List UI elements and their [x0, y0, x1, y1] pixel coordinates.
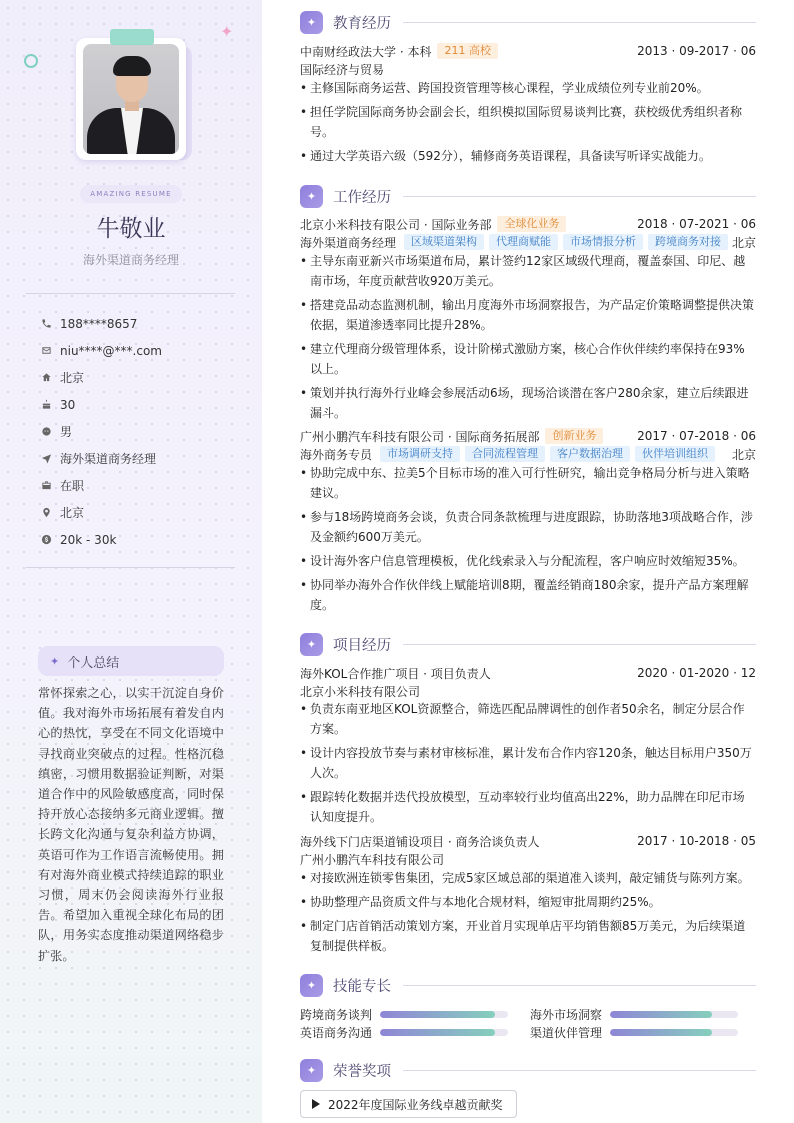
project-name: 海外KOL合作推广项目 · 项目负责人 [300, 666, 491, 681]
contact-email [40, 337, 162, 364]
project-bullets [300, 868, 756, 956]
skill-item [530, 1023, 738, 1041]
job-tag: 区域渠道架构 [404, 234, 484, 250]
job-role: 海外渠道商务经理 [300, 235, 397, 250]
job-tag: 合同流程管理 [465, 446, 545, 462]
resume-tagline: AMAZING RESUME [80, 185, 182, 203]
section-divider [403, 644, 756, 645]
avatar-photo [83, 44, 179, 154]
list-item: • 建立代理商分级管理体系，设计阶梯式激励方案，核心合作伙伴续约率保持在93%以上。 [300, 339, 756, 379]
project-company-row [300, 682, 756, 700]
job-tag: 代理商赋能 [489, 234, 558, 250]
job-badge: 创新业务 [545, 428, 603, 444]
job-badge: 全球化业务 [497, 216, 566, 232]
award-name: 2022年度国际业务线卓越贡献奖 [328, 1097, 503, 1112]
project-company-row [300, 850, 756, 868]
section-divider [403, 985, 756, 986]
play-icon [312, 1099, 320, 1109]
list-item: • 负责东南亚地区KOL资源整合，筛选匹配品牌调性的创作者50余名，制定分层合作方案。 [300, 699, 756, 739]
sidebar [0, 0, 262, 1123]
decor-ring [24, 54, 38, 68]
section-title: 技能专长 [333, 978, 391, 995]
list-item: • 主修国际商务运营、跨国投资管理等核心课程，学业成绩位列专业前20%。 [300, 78, 756, 98]
job-company: 北京小米科技有限公司 · 国际业务部 [300, 217, 492, 232]
job-tag: 市场情报分析 [563, 234, 643, 250]
skill-item [530, 1005, 738, 1023]
sparkle-icon: ✦ [50, 654, 60, 668]
summary-title: 个人总结 [67, 655, 120, 671]
skill-name: 英语商务沟通 [300, 1025, 373, 1040]
divider [26, 293, 235, 294]
education-bullets [300, 78, 756, 166]
job-tag: 市场调研支持 [380, 446, 460, 462]
section-skills-header [300, 973, 756, 997]
contact-salary [40, 526, 162, 553]
contact-location-value: 北京 [60, 506, 85, 520]
skill-name: 渠道伙伴管理 [530, 1025, 603, 1040]
send-icon [40, 453, 52, 465]
project-company: 北京小米科技有限公司 [300, 684, 421, 699]
section-title: 项目经历 [333, 637, 391, 654]
mail-icon [40, 345, 52, 357]
section-awards-header [300, 1058, 756, 1082]
photo-tape [110, 29, 154, 45]
contact-salary-value: 20k - 30k [60, 532, 117, 547]
project-row [300, 664, 756, 682]
project-date: 2020 · 01-2020 · 12 [637, 666, 756, 680]
project-bullets [300, 699, 756, 827]
section-divider [403, 22, 756, 23]
skill-item [300, 1023, 508, 1041]
job-company: 广州小鹏汽车科技有限公司 · 国际商务拓展部 [300, 429, 540, 444]
skill-bar-fill [610, 1029, 712, 1036]
cake-icon [40, 399, 52, 411]
list-item: • 跟踪转化数据并迭代投放模型，互动率较行业均值高出22%，助力品牌在印尼市场认知度提升。 [300, 787, 756, 827]
job-role-row [300, 233, 756, 251]
contact-age-value: 30 [60, 397, 76, 412]
home-icon [40, 372, 52, 384]
sparkle-icon: ✦ [220, 22, 234, 41]
contact-location [40, 499, 162, 526]
skill-bar [610, 1029, 738, 1036]
list-item: • 策划并执行海外行业峰会参展活动6场，现场洽谈潜在客户280余家，建立后续跟进漏斗。 [300, 383, 756, 423]
project-company: 广州小鹏汽车科技有限公司 [300, 852, 445, 867]
skill-name: 海外市场洞察 [530, 1007, 603, 1022]
contact-email-value: niu****@***.com [60, 343, 162, 358]
contact-status-value: 在职 [60, 479, 85, 493]
gender-icon [40, 426, 52, 438]
award-item [300, 1090, 517, 1118]
contact-gender-value: 男 [60, 425, 73, 439]
list-item: • 参与18场跨境商务会谈，负责合同条款梳理与进度跟踪，协助落地3项战略合作，涉及金额约600万美元。 [300, 507, 756, 547]
project-row [300, 832, 756, 850]
project-date: 2017 · 10-2018 · 05 [637, 834, 756, 848]
job-tag: 跨境商务对接 [648, 234, 728, 250]
section-title: 工作经历 [333, 189, 391, 206]
list-item: • 协同举办海外合作伙伴线上赋能培训8期，覆盖经销商180余家，提升产品方案理解度。 [300, 575, 756, 615]
contact-target-job-value: 海外渠道商务经理 [60, 452, 157, 466]
job-company-row [300, 427, 756, 445]
list-item: • 设计海外客户信息管理模板，优化线索录入与分配流程，客户响应时效缩短35%。 [300, 551, 756, 571]
job-company-row [300, 215, 756, 233]
job-date: 2018 · 07-2021 · 06 [637, 217, 756, 231]
contact-age [40, 391, 162, 418]
sparkle-icon: ✦ [300, 11, 323, 34]
education-date: 2013 · 09-2017 · 06 [637, 44, 756, 58]
job-bullets [300, 251, 756, 423]
list-item: • 主导东南亚新兴市场渠道布局，累计签约12家区域级代理商，覆盖泰国、印尼、越南市场，年度贡献营收920万美元。 [300, 251, 756, 291]
candidate-name: 牛敬业 [96, 216, 166, 242]
section-divider [403, 1070, 756, 1071]
job-city: 北京 [731, 447, 756, 462]
contact-status [40, 472, 162, 499]
contact-gender [40, 418, 162, 445]
section-title: 教育经历 [333, 15, 391, 32]
job-bullets [300, 463, 756, 615]
skill-bar [380, 1029, 508, 1036]
contact-home [40, 364, 162, 391]
candidate-job-title: 海外渠道商务经理 [82, 253, 179, 267]
list-item: • 制定门店首销活动策划方案，开业首月实现单店平均销售额85万美元，为后续渠道复制提供样板。 [300, 916, 756, 956]
list-item: • 协助整理产品资质文件与本地化合规材料，缩短审批周期约25%。 [300, 892, 756, 912]
sparkle-icon: ✦ [300, 185, 323, 208]
section-divider [403, 196, 756, 197]
skill-bar [380, 1011, 508, 1018]
summary-header [38, 646, 224, 676]
job-role: 海外商务专员 [300, 447, 373, 462]
skill-bar [610, 1011, 738, 1018]
sparkle-icon: ✦ [300, 1059, 323, 1082]
school-badge: 211 高校 [437, 43, 498, 59]
project-name: 海外线下门店渠道铺设项目 · 商务洽谈负责人 [300, 834, 540, 849]
divider [26, 567, 235, 568]
sparkle-icon: ✦ [300, 633, 323, 656]
list-item: • 担任学院国际商务协会副会长，组织模拟国际贸易谈判比赛，获校级优秀组织者称号。 [300, 102, 756, 142]
school-name: 中南财经政法大学 · 本科 [300, 44, 432, 59]
sparkle-icon: ✦ [300, 974, 323, 997]
list-item: • 通过大学英语六级（592分），辅修商务英语课程，具备读写听译实战能力。 [300, 146, 756, 166]
list-item: • 搭建竞品动态监测机制，输出月度海外市场洞察报告，为产品定价策略调整提供决策依据，渠道渗透率同比提升28%。 [300, 295, 756, 335]
skill-item [300, 1005, 508, 1023]
list-item: • 协助完成中东、拉美5个目标市场的准入可行性研究，输出竞争格局分析与进入策略建议。 [300, 463, 756, 503]
list-item: • 对接欧洲连锁零售集团，完成5家区域总部的渠道准入谈判，敲定铺货与陈列方案。 [300, 868, 756, 888]
contact-list [40, 310, 162, 553]
skill-name: 跨境商务谈判 [300, 1007, 373, 1022]
contact-home-value: 北京 [60, 371, 85, 385]
section-work-header [300, 184, 756, 208]
briefcase-icon [40, 480, 52, 492]
location-icon [40, 507, 52, 519]
list-item: • 设计内容投放节奏与素材审核标准，累计发布合作内容120条，触达目标用户350万人次。 [300, 743, 756, 783]
education-row [300, 42, 756, 60]
skill-bar-fill [610, 1011, 712, 1018]
section-projects-header [300, 632, 756, 656]
skill-bar-fill [380, 1011, 495, 1018]
education-major-row [300, 60, 756, 78]
job-tag: 客户数据治理 [550, 446, 630, 462]
phone-icon [40, 318, 52, 330]
job-city: 北京 [731, 235, 756, 250]
job-role-row [300, 445, 756, 463]
job-tag: 伙伴培训组织 [635, 446, 715, 462]
job-date: 2017 · 07-2018 · 06 [637, 429, 756, 443]
summary-text: 常怀探索之心，以实干沉淀自身价值。我对海外市场拓展有着发自内心的热忱，享受在不同文化语境中寻找商业突破点的过程。性格沉稳缜密，习惯用数据验证判断，对渠道合作中的风险敏感度高，同时保持开放心态接纳多元商业逻辑。擅长跨文化沟通与复杂利益方协调，英语可作为工作语言流畅使用。拥有对海外商业模式持续追踪的职业习惯，周末仍会阅读海外行业报告。希望加入重视全球化布局的团队，用务实态度推动渠道网络稳步扩张。 [38, 686, 224, 963]
contact-phone-value: 188****8657 [60, 316, 138, 331]
education-major: 国际经济与贸易 [300, 62, 385, 77]
contact-target-job [40, 445, 162, 472]
section-title: 荣誉奖项 [333, 1063, 391, 1080]
section-education-header [300, 10, 756, 34]
contact-phone [40, 310, 162, 337]
salary-icon [40, 534, 52, 546]
skill-bar-fill [380, 1029, 495, 1036]
